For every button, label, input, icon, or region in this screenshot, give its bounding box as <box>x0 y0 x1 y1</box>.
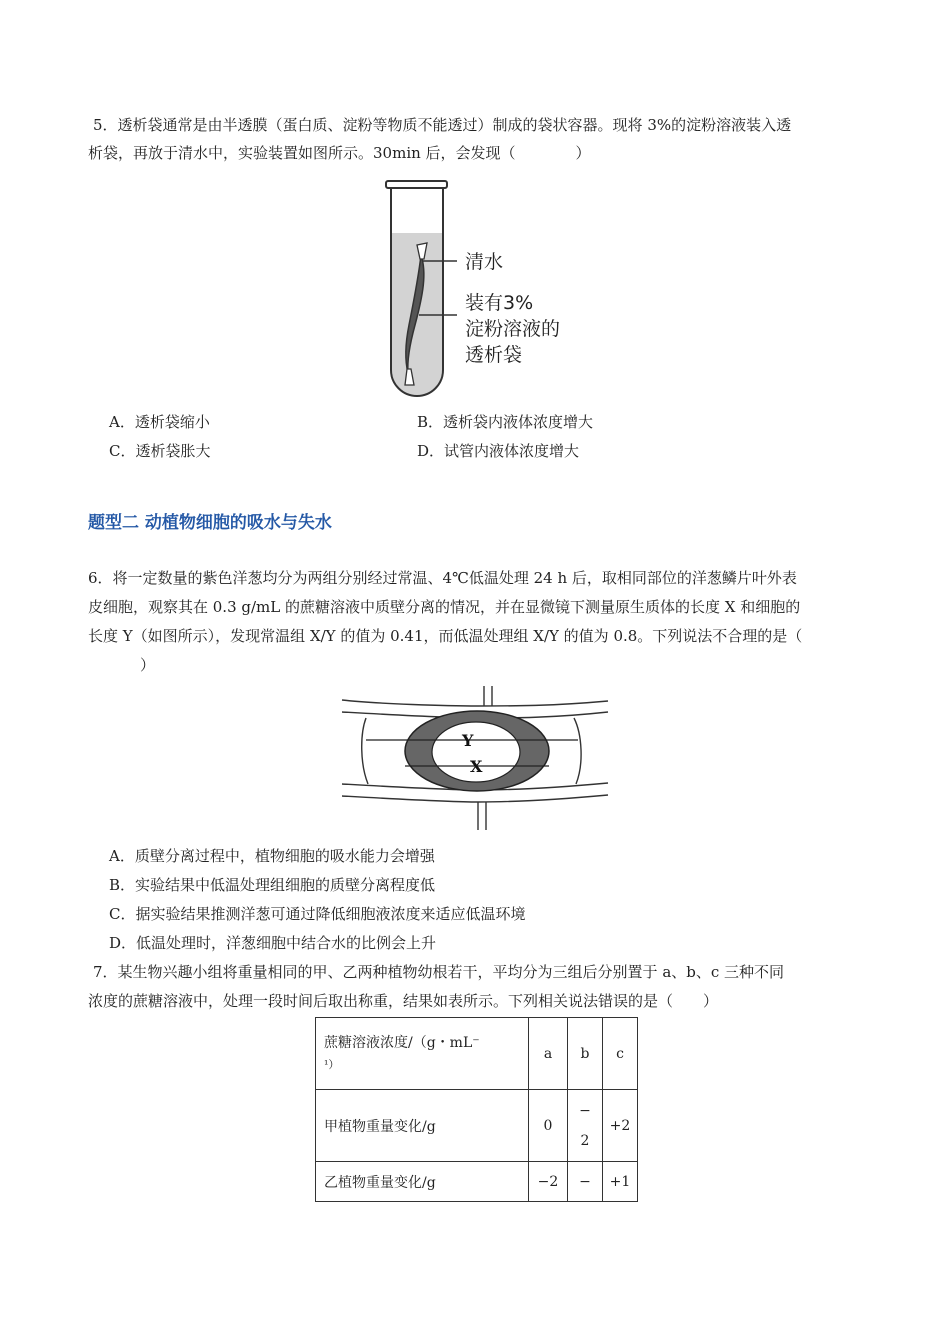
table-cell-part: − <box>579 1102 591 1119</box>
label-x: X <box>470 757 483 776</box>
q6-line-3: 长度 Y（如图所示），发现常温组 X/Y 的值为 0.41，而低温处理组 X/Y 的值为 0.8。下列说法不合理的是（ <box>88 627 803 645</box>
q7-line-2: 浓度的蔗糖溶液中，处理一段时间后取出称重，结果如表所示。下列相关说法错误的是（ ） <box>88 992 719 1010</box>
q6-option-c: C．据实验结果推测洋葱可通过降低细胞液浓度来适应低温环境 <box>109 905 526 923</box>
label-y: Y <box>462 731 474 750</box>
table-header-row <box>316 1018 638 1090</box>
table-col-b: b <box>568 1018 603 1090</box>
onion-cell-figure <box>338 684 618 834</box>
label-water: 清水 <box>465 251 504 273</box>
table-row <box>316 1090 638 1162</box>
q6-option-a: A．质壁分离过程中，植物细胞的吸水能力会增强 <box>109 847 435 865</box>
table-row-label: 甲植物重量变化/g <box>316 1090 529 1162</box>
q5-line-1: 5．透析袋通常是由半透膜（蛋白质、淀粉等物质不能透过）制成的袋状容器。现将 3%的淀粉溶液装入透 <box>93 116 792 134</box>
q5-option-d: D．试管内液体浓度增大 <box>417 442 580 460</box>
q5-line-2: 析袋，再放于清水中，实验装置如图所示。30min 后，会发现（ ） <box>88 144 591 162</box>
table-cell: +1 <box>603 1162 638 1202</box>
header-label-line-1: 蔗糖溶液浓度/（g・mL⁻ <box>324 1034 480 1051</box>
table-header-label <box>316 1018 529 1090</box>
table-cell: +2 <box>603 1090 638 1162</box>
table-col-a: a <box>529 1018 568 1090</box>
q7-line-1: 7．某生物兴趣小组将重量相同的甲、乙两种植物幼根若干，平均分为三组后分别置于 a、b、c 三种不同 <box>93 963 785 981</box>
table-cell: 0 <box>529 1090 568 1162</box>
q6-line-2: 皮细胞，观察其在 0.3 g/mL 的蔗糖溶液中质壁分离的情况，并在显微镜下测量原生质体的长度 X 和细胞的 <box>88 598 801 616</box>
section-title: 题型二 动植物细胞的吸水与失水 <box>88 513 332 533</box>
label-bag-2: 淀粉溶液的 <box>465 318 561 340</box>
q6-line-1: 6．将一定数量的紫色洋葱均分为两组分别经过常温、4℃低温处理 24 h 后，取相同部位的洋葱鳞片叶外表 <box>88 569 797 587</box>
q6-option-b: B．实验结果中低温处理组细胞的质壁分离程度低 <box>109 876 436 894</box>
table-cell: − <box>568 1162 603 1202</box>
test-tube-figure <box>375 175 595 405</box>
label-bag-1: 装有3% <box>465 292 534 314</box>
label-bag-3: 透析袋 <box>465 344 523 366</box>
table-cell <box>568 1090 603 1162</box>
table-row <box>316 1162 638 1202</box>
table-col-c: c <box>603 1018 638 1090</box>
results-table <box>315 1017 638 1202</box>
q6-line-4: ） <box>140 656 156 674</box>
table-cell: −2 <box>529 1162 568 1202</box>
q6-option-d: D．低温处理时，洋葱细胞中结合水的比例会上升 <box>109 934 437 952</box>
table-cell-part: 2 <box>580 1132 590 1149</box>
q5-option-a: A．透析袋缩小 <box>109 413 210 431</box>
q5-option-b: B．透析袋内液体浓度增大 <box>417 413 594 431</box>
q5-option-c: C．透析袋胀大 <box>109 442 211 460</box>
header-label-line-2: ¹） <box>324 1057 340 1071</box>
table-row-label: 乙植物重量变化/g <box>316 1162 529 1202</box>
